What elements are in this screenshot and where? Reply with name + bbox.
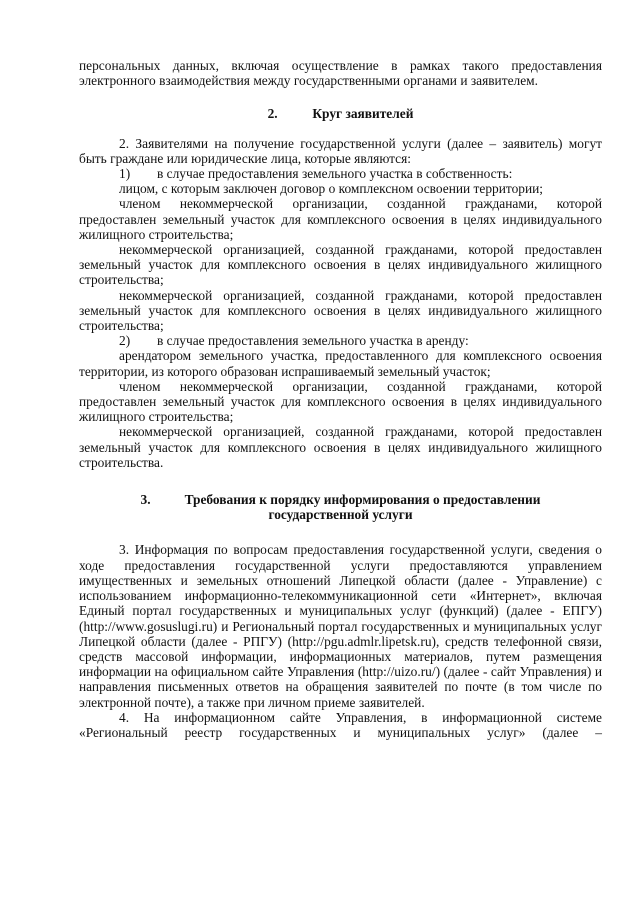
section-3-heading <box>79 492 602 522</box>
list-item-1 <box>79 166 602 181</box>
paragraph-3: 3. Информация по вопросам предоставления государственной услуги, сведения о ходе предоставления государственной услуги предоставляются управлением имущественных и земельных отношений Липецкой области (далее - Управление) с использованием информационно-телекоммуникационной сети «Интернет», включая Единый портал государственных и муниципальных услуг (функций) (далее - ЕПГУ) (http://www.gosuslugi.ru) и Региональный портал государственных и муниципальных услуг Липецкой области (далее - РПГУ) (http://pgu.admlr.lipetsk.ru), средств телефонной связи, средств массовой информации, информационных материалов, путем размещения информации на официальном сайте Управления (http://uizo.ru/) (далее - сайт Управления) и направления письменных ответов на обращения заявителей по почте (в том числе по электронной почте), а также при личном приеме заявителей. <box>79 542 602 710</box>
section-3-number: 3. <box>140 492 151 508</box>
paragraph-4-line-2: «Региональный реестр государственных и муниципальных услуг» (далее – <box>79 724 602 740</box>
paragraph-4-line-1: 4. На информационном сайте Управления, в информационной системе <box>119 709 602 725</box>
list-item-1-marker: 1) <box>119 166 131 182</box>
list-item-1-b: членом некоммерческой организации, созданной гражданами, которой предоставлен земельный участок для комплексного освоения в целях индивидуального жилищного строительства; <box>79 196 602 242</box>
list-item-1-d: некоммерческой организацией, созданной гражданами, которой предоставлен земельный участок для комплексного освоения в целях индивидуального жилищного строительства; <box>79 287 602 334</box>
paragraph-2: 2. Заявителями на получение государственной услуги (далее – заявитель) могут быть граждане или юридические лица, которые являются: <box>79 135 602 166</box>
list-item-2-a: арендатором земельного участка, предоставленного для комплексного освоения территории, из которого образован испрашиваемый земельный участок; <box>79 348 602 379</box>
section-3-title-line-2: государственной услуги <box>268 507 413 523</box>
paragraph-continued-line-1: персональных данных, включая осуществление в рамках такого предоставления <box>79 58 602 73</box>
list-item-1-a: лицом, с которым заключен договор о комплексном освоении территории; <box>119 181 544 197</box>
list-item-2-b: членом некоммерческой организации, созданной гражданами, которой предоставлен земельный участок для комплексного освоения в целях индивидуального жилищного строительства; <box>79 378 602 425</box>
list-item-1-text: в случае предоставления земельного участка в собственность: <box>157 166 513 182</box>
section-2-title: Круг заявителей <box>312 106 414 122</box>
document-page <box>79 58 602 740</box>
section-3-title-line-1 <box>79 492 602 507</box>
section-3-title-text-1: Требования к порядку информирования о предоставлении <box>184 492 541 508</box>
paragraph-continued-line-2: электронного взаимодействия между государственными органами и заявителем. <box>79 73 538 89</box>
section-2-heading <box>79 106 602 121</box>
list-item-2 <box>79 333 602 348</box>
list-item-1-c: некоммерческой организацией, созданной гражданами, которой предоставлен земельный участок для комплексного освоения в целях индивидуального жилищного строительства; <box>79 242 602 288</box>
section-2-number: 2. <box>267 106 278 122</box>
list-item-2-c: некоммерческой организацией, созданной гражданами, которой предоставлен земельный участок для комплексного освоения в целях индивидуального жилищного строительства. <box>79 424 602 470</box>
list-item-2-text: в случае предоставления земельного участка в аренду: <box>157 333 469 349</box>
list-item-2-marker: 2) <box>119 333 131 349</box>
